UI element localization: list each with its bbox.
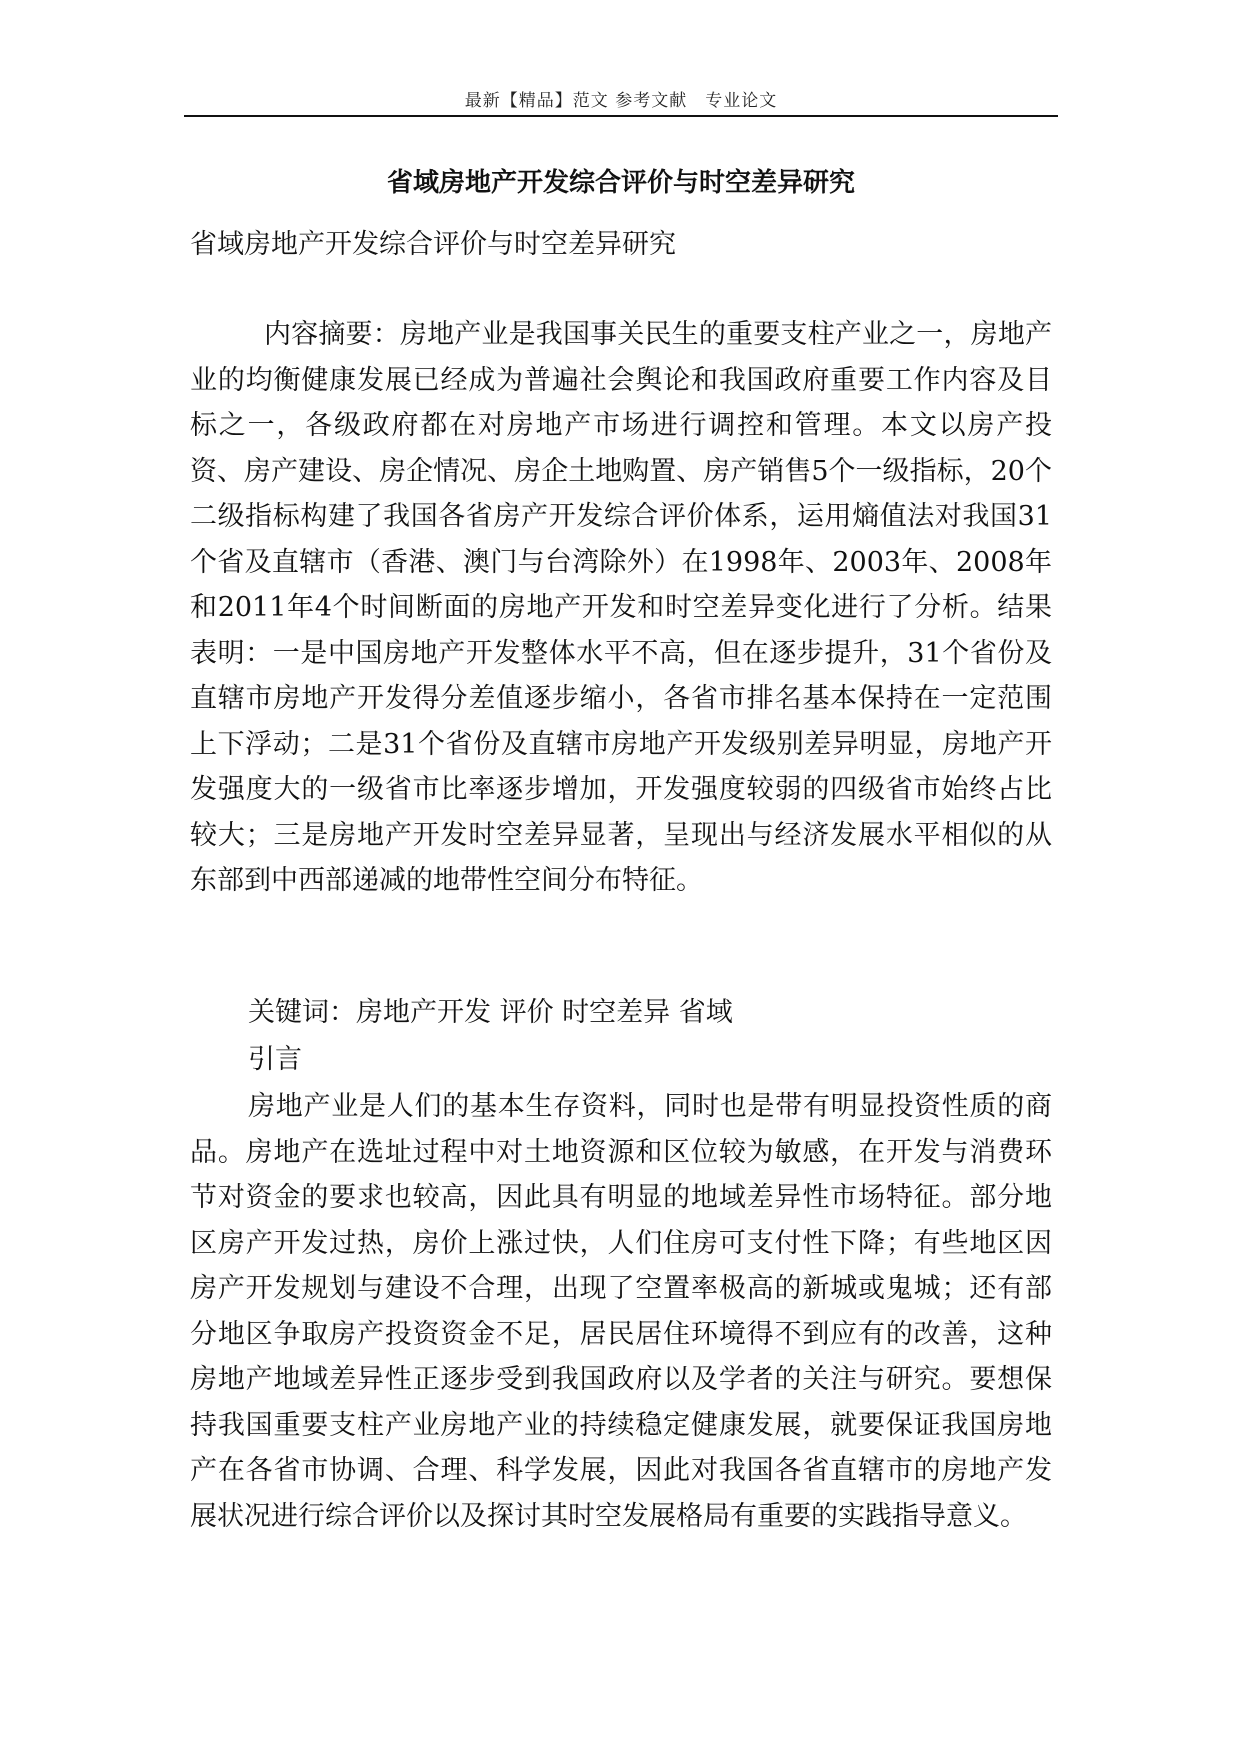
document-title: 省域房地产开发综合评价与时空差异研究: [386, 168, 855, 198]
introduction-paragraph: 房地产业是人们的基本生存资料，同时也是带有明显投资性质的商品。房地产在选址过程中对土地资源和区位较为敏感，在开发与消费环节对资金的要求也较高，因此具有明显的地域差异性市场特征。部分地区房产开发过热，房价上涨过快，人们住房可支付性下降；有些地区因房产开发规划与建设不合理，出现了空置率极高的新城或鬼城；还有部分地区争取房产投资资金不足，居民居住环境得不到应有的改善，这种房地产地域差异性正逐步受到我国政府以及学者的关注与研究。要想保持我国重要支柱产业房地产业的持续稳定健康发展，就要保证我国房地产在各省市协调、合理、科学发展，因此对我国各省直辖市的房地产发展状况进行综合评价以及探讨其时空发展格局有重要的实践指导意义。: [190, 1091, 1052, 1532]
abstract-paragraph: 内容摘要：房地产业是我国事关民生的重要支柱产业之一，房地产业的均衡健康发展已经成为普遍社会舆论和我国政府重要工作内容及目标之一，各级政府都在对房地产市场进行调控和管理。本文以房产投资、房产建设、房企情况、房企土地购置、房产销售5个一级指标，20个二级指标构建了我国各省房产开发综合评价体系，运用熵值法对我国31个省及直辖市（香港、澳门与台湾除外）在1998年、2003年、2008年和2011年4个时间断面的房地产开发和时空差异变化进行了分析。结果表明：一是中国房地产开发整体水平不高，但在逐步提升，31个省份及直辖市房地产开发得分差值逐步缩小，各省市排名基本保持在一定范围上下浮动；二是31个省份及直辖市房地产开发级别差异明显，房地产开发强度大的一级省市比率逐步增加，开发强度较弱的四级省市始终占比较大；三是房地产开发时空差异显著，呈现出与经济发展水平相似的从东部到中西部递减的地带性空间分布特征。: [190, 319, 1052, 896]
introduction-heading: 引言: [248, 1044, 302, 1075]
document-subtitle: 省域房地产开发综合评价与时空差异研究: [190, 229, 676, 260]
header-divider: [184, 115, 1058, 117]
keywords-line: 关键词：房地产开发 评价 时空差异 省域: [248, 997, 733, 1028]
page-header: 最新【精品】范文 参考文献 专业论文: [464, 91, 778, 111]
